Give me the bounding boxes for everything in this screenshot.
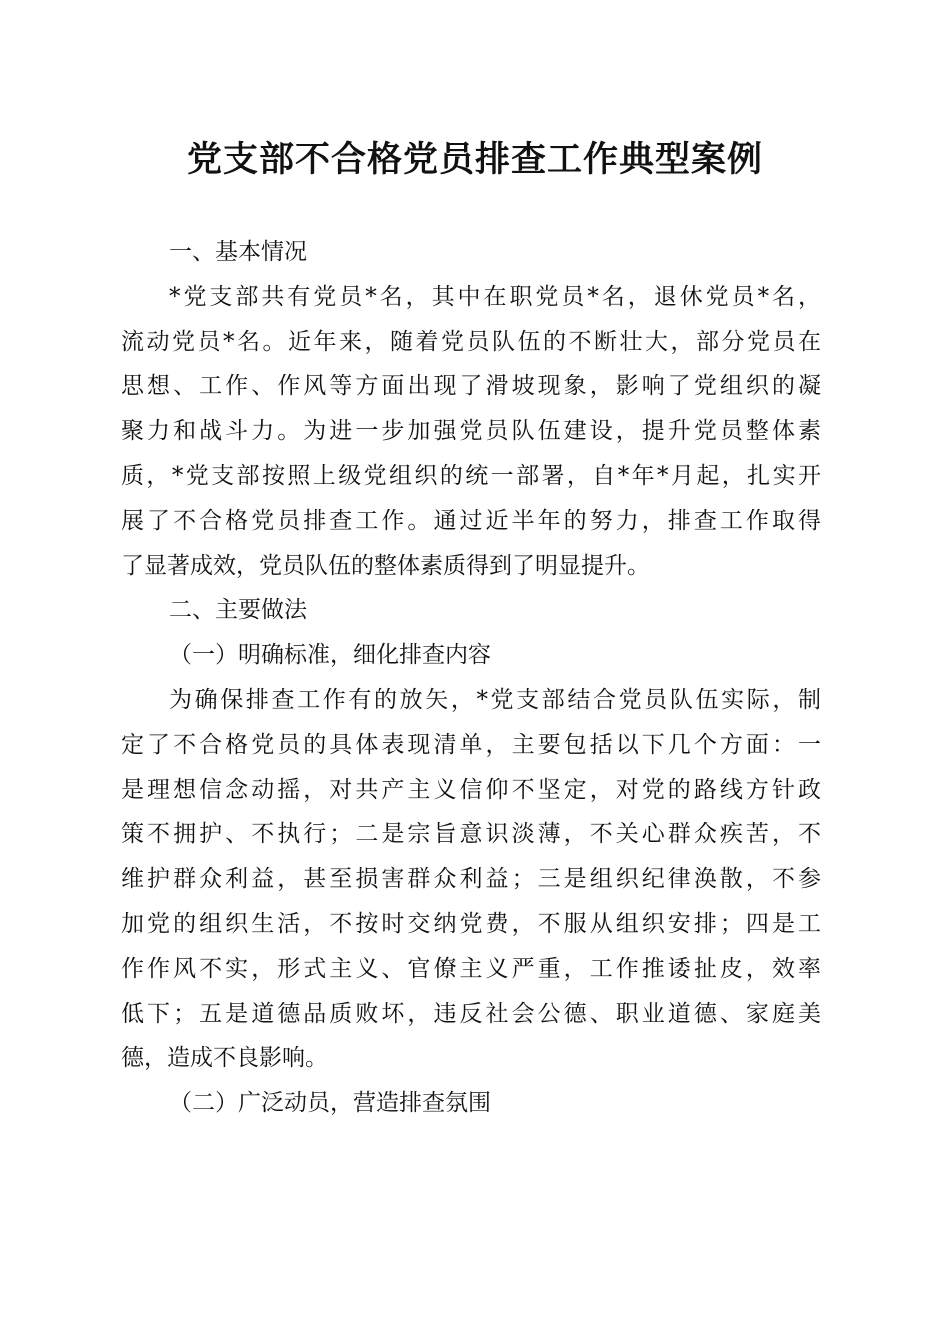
paragraph-line: 低下；五是道德品质败坏，违反社会公德、职业道德、家庭美: [121, 1000, 821, 1027]
paragraph-line: 是理想信念动摇，对共产主义信仰不坚定，对党的路线方针政: [121, 776, 821, 803]
paragraph-line: 策不拥护、不执行；二是宗旨意识淡薄，不关心群众疾苦，不: [121, 821, 821, 848]
section-heading-main-practices: 二、主要做法: [169, 597, 307, 624]
paragraph-line: 流动党员*名。近年来，随着党员队伍的不断壮大，部分党员在: [121, 328, 821, 355]
paragraph-line: 质，*党支部按照上级党组织的统一部署，自*年*月起，扎实开: [121, 462, 821, 489]
paragraph-standards: [121, 678, 821, 1081]
paragraph-line: 定了不合格党员的具体表现清单，主要包括以下几个方面：一: [121, 731, 821, 758]
section-heading-basic-situation: 一、基本情况: [169, 239, 307, 265]
document-body: [121, 230, 821, 1126]
paragraph-line: 作作风不实，形式主义、官僚主义严重，工作推诿扯皮，效率: [121, 955, 821, 982]
paragraph-line: 思想、工作、作风等方面出现了滑坡现象，影响了党组织的凝: [121, 373, 821, 400]
paragraph-line: 维护群众利益，甚至损害群众利益；三是组织纪律涣散，不参: [121, 866, 821, 893]
paragraph-line: *党支部共有党员*名，其中在职党员*名，退休党员*名，: [169, 283, 821, 310]
paragraph-line: 了显著成效，党员队伍的整体素质得到了明显提升。: [121, 552, 650, 579]
paragraph-basic-situation: [121, 275, 821, 589]
paragraph-line: 加党的组织生活，不按时交纳党费，不服从组织安排；四是工: [121, 910, 821, 937]
paragraph-line: 德，造成不良影响。: [121, 1045, 328, 1072]
subheading-mobilize: （二）广泛动员，营造排查氛围: [169, 1090, 491, 1117]
paragraph-line: 展了不合格党员排查工作。通过近半年的努力，排查工作取得: [121, 507, 821, 534]
paragraph-line: 为确保排查工作有的放矢，*党支部结合党员队伍实际，制: [169, 686, 821, 713]
subheading-clarify-standards: （一）明确标准，细化排查内容: [169, 642, 491, 669]
paragraph-line: 聚力和战斗力。为进一步加强党员队伍建设，提升党员整体素: [121, 418, 821, 445]
document-title: 党支部不合格党员排查工作典型案例: [186, 139, 763, 180]
